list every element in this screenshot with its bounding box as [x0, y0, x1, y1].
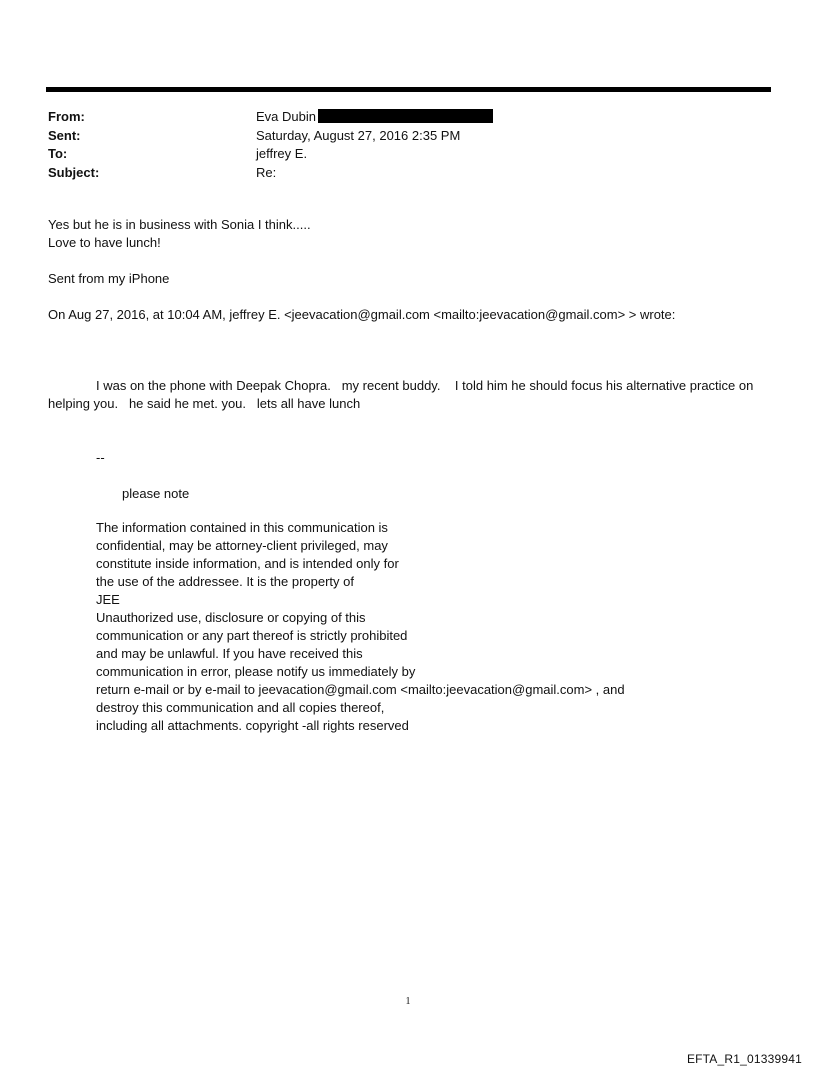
subject-label: Subject: [48, 164, 100, 180]
mobile-signature: Sent from my iPhone [48, 271, 170, 286]
disclaimer-line: and may be unlawful. If you have received this [96, 646, 363, 661]
from-row [48, 108, 768, 127]
subject-row [48, 164, 768, 183]
page-number: 1 [405, 996, 411, 1007]
reply-line-2: Love to have lunch! [48, 235, 161, 250]
from-value: Eva Dubin [256, 109, 316, 124]
sent-label: Sent: [48, 127, 81, 143]
disclaimer-line: including all attachments. copyright -all rights reserved [96, 718, 409, 733]
reply-line-1: Yes but he is in business with Sonia I think..... [48, 217, 311, 232]
header-divider [46, 87, 771, 92]
bates-number: EFTA_R1_01339941 [686, 1052, 802, 1066]
disclaimer-line: confidential, may be attorney-client privileged, may [96, 538, 388, 553]
quoted-message: I was on the phone with Deepak Chopra. my recent buddy. I told him he should focus his alternative practice on helping you. he said he met. you. lets all have lunch [48, 378, 757, 411]
to-row [48, 145, 768, 164]
sent-row [48, 127, 768, 146]
disclaimer-line: communication or any part thereof is strictly prohibited [96, 628, 408, 643]
disclaimer-line: The information contained in this communication is [96, 520, 388, 535]
to-value: jeffrey E. [256, 146, 308, 161]
disclaimer-line: constitute inside information, and is intended only for [96, 556, 399, 571]
please-note: please note [122, 486, 190, 501]
disclaimer-line: destroy this communication and all copies thereof, [96, 700, 385, 715]
redaction-box [318, 109, 493, 123]
to-label: To: [48, 146, 68, 161]
quote-attribution: On Aug 27, 2016, at 10:04 AM, jeffrey E. <jeevacation@gmail.com <mailto:jeevacation@gmail.com> > wrote: [48, 307, 676, 322]
signature-separator: -- [96, 450, 105, 465]
disclaimer-line: JEE [96, 592, 120, 607]
subject-value: Re: [256, 164, 277, 180]
from-value-wrap [256, 108, 493, 127]
email-header [48, 108, 768, 182]
disclaimer-line: the use of the addressee. It is the property of [96, 574, 354, 589]
sent-value: Saturday, August 27, 2016 2:35 PM [256, 127, 461, 143]
disclaimer-line: return e-mail or by e-mail to jeevacation@gmail.com <mailto:jeevacation@gmail.com> , and [96, 682, 625, 697]
disclaimer-line: communication in error, please notify us immediately by [96, 664, 416, 679]
from-label: From: [48, 109, 85, 124]
disclaimer-line: Unauthorized use, disclosure or copying of this [96, 610, 366, 625]
confidentiality-disclaimer [96, 519, 696, 735]
